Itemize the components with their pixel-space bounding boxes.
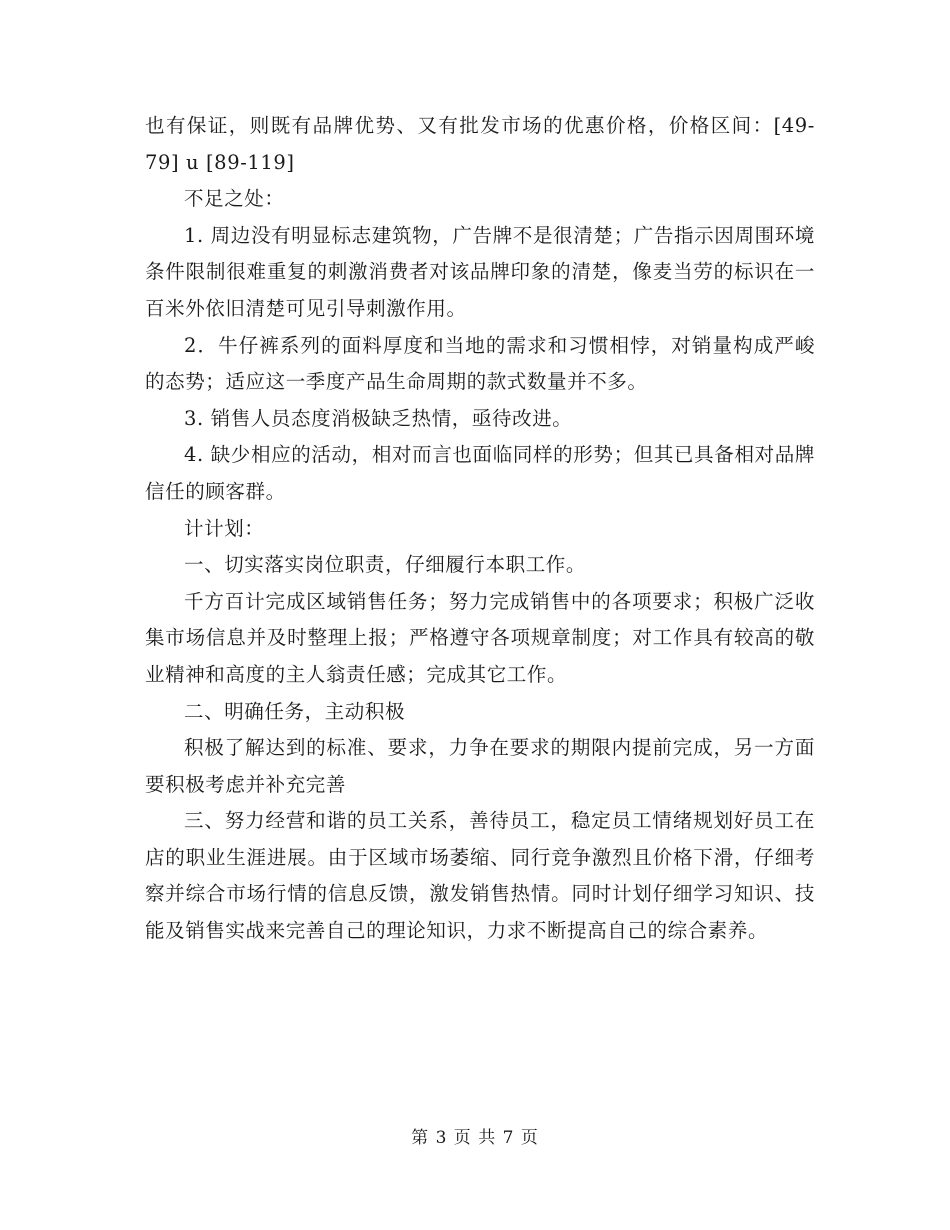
paragraph: 1. 周边没有明显标志建筑物，广告牌不是很清楚；广告指示因周围环境条件限制很难重复的刺激消费者对该品牌印象的清楚，像麦当劳的标识在一百米外依旧清楚可见引导刺激作用。	[145, 223, 815, 320]
document-body	[145, 108, 815, 950]
paragraph: 也有保证，则既有品牌优势、又有批发市场的优惠价格，价格区间：[49-79] u [89-119]	[145, 114, 815, 174]
page-number-footer: 第 3 页 共 7 页	[411, 1128, 539, 1148]
paragraph: 2．牛仔裤系列的面料厚度和当地的需求和习惯相悖，对销量构成严峻的态势；适应这一季度产品生命周期的款式数量并不多。	[145, 333, 815, 394]
paragraph: 4. 缺少相应的活动，相对而言也面临同样的形势；但其已具备相对品牌信任的顾客群。	[145, 443, 815, 503]
paragraph: 二、明确任务，主动积极	[184, 699, 406, 723]
paragraph: 计计划：	[184, 516, 265, 540]
paragraph: 3. 销售人员态度消极缺乏热情，亟待改进。	[184, 406, 573, 430]
paragraph: 千方百计完成区域销售任务；努力完成销售中的各项要求；积极广泛收集市场信息并及时整理上报；严格遵守各项规章制度；对工作具有较高的敬业精神和高度的主人翁责任感；完成其它工作。	[145, 589, 815, 686]
paragraph: 积极了解达到的标准、要求，力争在要求的期限内提前完成，另一方面要积极考虑并补充完善	[145, 736, 815, 796]
paragraph: 不足之处：	[184, 187, 285, 211]
paragraph: 三、努力经营和谐的员工关系，善待员工，稳定员工情绪规划好员工在店的职业生涯进展。由于区域市场萎缩、同行竞争激烈且价格下滑，仔细考察并综合市场行情的信息反馈，激发销售热情。同时计划仔细学习知识、技能及销售实战来完善自己的理论知识，力求不断提高自己的综合素养。	[145, 809, 815, 943]
paragraph: 一、切实落实岗位职责，仔细履行本职工作。	[184, 553, 587, 577]
